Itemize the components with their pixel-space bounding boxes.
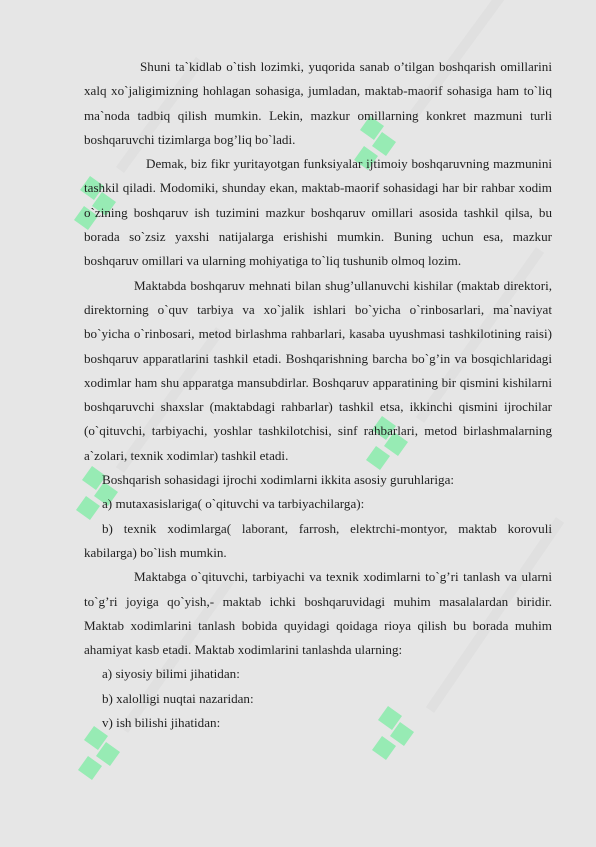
list-item-b: b) texnik xodimlarga( laborant, farrosh, elektrchi-montyor, maktab korovuli kabilarga) bo`lish mumkin. (84, 520, 552, 560)
paragraph-2: Demak, biz fikr yuritayotgan funksiyalar ijtimoiy boshqaruvning mazmunini tashkil qiladi. Modomiki, shunday ekan, maktab-maorif sohasidagi har bir rahbar xodim o`zining boshqaruv ish tuzimini mazkur boshqaruv omillari asosida tashkil qilsa, bu borada so`zsiz yaxshi natijalarga erishishi mumkin. Buning uchun esa, mazkur boshqaruv omillari va ularning mohiyatiga to`liq tushunib olmoq lozim. (84, 156, 552, 269)
paragraph-1: Shuni ta`kidlab o`tish lozimki, yuqorida sanab o’tilgan boshqarish omillarini xalq xo`jaligimizning hohlagan sohasiga, jumladan, maktab-maorif sohasiga ham to`liq ma`noda tadbiq qilish mumkin. Lekin, mazkur omillarning konkret mazmuni turli boshqaruvchi tizimlarga bog’liq bo`ladi. (84, 59, 552, 147)
criteria-item-b: b) xalolligi nuqtai nazaridan: (102, 690, 254, 706)
criteria-item-v: v) ish bilishi jihatidan: (102, 715, 221, 731)
document-body (84, 55, 552, 735)
paragraph-5: Maktabga o`qituvchi, tarbiyachi va texnik xodimlarni to`g’ri tanlash va ularni to`g’ri joyiga qo`yish,- maktab ichki boshqaruvidagi muhim masalalardan biridir. Maktab xodimlarini tanlash bobida quyidagi qoidaga rioya qilish bu borada muhim ahamiyat kasb etadi. Maktab xodimlarini tanlashda ularning: (84, 569, 552, 658)
paragraph-3: Maktabda boshqaruv mehnati bilan shug’ullanuvchi kishilar (maktab direktori, direktorning o`quv tarbiya va xo`jalik ishlari bo`yicha o`rinbosarlari, ma`naviyat bo`yicha o`rinbosari, metod birlashma rahbarlari, kasaba uyushmasi tashkilotining raisi) boshqaruv apparatlarini tashkil etadi. Boshqarishning barcha bo`g’in va bosqichlaridagi xodimlar ham shu apparatga mansubdirlar. Boshqaruv apparatining bir qismini kishilarni boshqaruvchi shaxslar (maktabdagi rahbarlar) tashkil etsa, ikkinchi qismini ijrochilar (o`qituvchi, tarbiyachi, yoshlar tashkilotchisi, sinf rahbarlari, metod birlashmalarning a`zolari, texnik xodimlar) tashkil etadi. (84, 277, 552, 463)
paragraph-4: Boshqarish sohasidagi ijrochi xodimlarni ikkita asosiy guruhlariga: (102, 472, 455, 488)
criteria-item-a: a) siyosiy bilimi jihatidan: (102, 666, 240, 682)
list-item-a: a) mutaxasislariga( o`qituvchi va tarbiyachilarga): (102, 496, 365, 512)
